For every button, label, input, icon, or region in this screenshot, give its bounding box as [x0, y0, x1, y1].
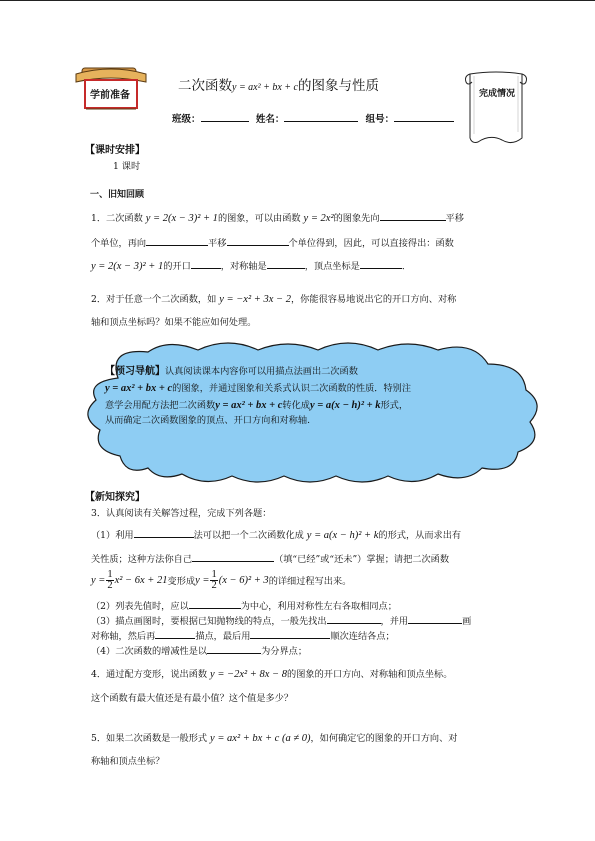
name-label: 姓名： — [255, 114, 285, 125]
guide-line4: 从而确定二次函数图象的顶点、开口方向和对称轴. — [105, 415, 311, 426]
q2-line2: 轴和顶点坐标吗？如果不能应如何处理。 — [91, 317, 257, 328]
q5-line1: 5．如果二次函数是一般形式 y = ax² + bx + c (a ≠ 0)，如何确定它的图象的开口方向、对 — [91, 733, 458, 744]
guide-line1: 【预习导航】认真阅读课本内容你可以用描点法画出二次函数 — [105, 366, 358, 377]
scroll-frame-icon — [462, 68, 530, 150]
p1-blank-mastery[interactable] — [192, 552, 274, 562]
title-prefix: 二次函数 — [178, 78, 232, 94]
q1-blank-vertex[interactable] — [360, 259, 402, 269]
p1-line1: （1）利用 法可以把一个二次函数化成 y = a(x − h)² + k的形式，从而求出有 — [91, 530, 462, 541]
q5-formula: y = ax² + bx + c (a ≠ 0) — [210, 733, 311, 744]
name-blank[interactable] — [284, 112, 358, 122]
p3-blank-draw[interactable] — [408, 614, 462, 624]
p1-line3: y = $\frac{1}{2}$ x² − 6x + 21 变形成 y = $\frac{1}{2}$ (x − 6)² + 3 的详细过程写出来。 — [91, 568, 352, 591]
q1-blank-direction-1[interactable] — [380, 211, 446, 221]
badge-label: 学前准备 — [90, 90, 130, 101]
info-row — [172, 111, 454, 125]
guide-heading: 【预习导航】 — [105, 366, 165, 377]
review-heading: 一、旧知回顾 — [90, 190, 145, 200]
p2-blank-center[interactable] — [189, 599, 241, 609]
status-box-label: 完成情况 — [479, 89, 516, 99]
fraction-half-1: $\frac{1}{2}$ — [107, 568, 113, 591]
guide-formula-3: y = a(x − h)² + k — [309, 400, 381, 411]
guide-line2: y = ax² + bx + c的图象，并通过图象和关系式认识二次函数的性质．特别注 — [105, 383, 412, 394]
q1-formula-3: y = 2(x − 3)² + 1 — [91, 261, 164, 272]
explore-heading: 【新知探究】 — [85, 492, 145, 503]
q5-line2: 称轴和顶点坐标？ — [91, 756, 165, 767]
group-label: 组号： — [365, 114, 395, 125]
p3-blank-plot[interactable] — [155, 629, 195, 639]
q1-formula-2: y = 2x² — [303, 213, 334, 224]
class-blank[interactable] — [201, 112, 249, 122]
title-suffix: 的图象与性质 — [298, 78, 379, 94]
q1-line1: 1．二次函数 y = 2(x − 3)² + 1的图象，可以由函数 y = 2x²的图象先向 平移 — [91, 213, 464, 224]
p1-blank-method[interactable] — [134, 528, 194, 538]
title-formula: y = ax² + bx + c — [232, 82, 298, 93]
q4-line1: 4．通过配方变形，说出函数 y = −2x² + 8x − 8的图象的开口方向、对称轴和顶点坐标。 — [91, 669, 453, 680]
q2-formula: y = −x² + 3x − 2 — [219, 294, 291, 305]
p3-blank-connect[interactable] — [250, 629, 330, 639]
p4-line: （4）二次函数的增减性是以 为分界点； — [91, 646, 308, 657]
q4-line2: 这个函数有最大值还是有最小值？这个值是多少？ — [91, 693, 294, 704]
p2-line: （2）列表先值时，应以 为中心，利用对称性左右各取相同点； — [91, 601, 397, 612]
q2-line1: 2．对于任意一个二次函数，如 y = −x² + 3x − 2，你能很容易地说出它的开口方向、对称 — [91, 294, 457, 305]
q1-formula-1: y = 2(x − 3)² + 1 — [145, 213, 218, 224]
q1-line3: y = 2(x − 3)² + 1的开口 ，对称轴是 ，顶点坐标是 ． — [91, 261, 412, 272]
guide-formula-2: y = ax² + bx + c — [215, 400, 283, 411]
schedule-heading: 【课时安排】 — [85, 145, 145, 156]
q4-formula: y = −2x² + 8x − 8 — [210, 669, 288, 680]
p1-line2: 关性质；这种方法你自己 （填“已经”或“还未”）掌握；请把二次函数 — [91, 554, 450, 565]
fraction-half-2: $\frac{1}{2}$ — [211, 568, 217, 591]
p3-line2: 对称轴，然后再 描点，最后用 顺次连结各点； — [91, 631, 395, 642]
q1-blank-opening[interactable] — [191, 259, 221, 269]
p3-blank-find[interactable] — [327, 614, 381, 624]
guide-line3: 意学会用配方法把二次函数y = ax² + bx + c转化成y = a(x − h)² + k形式， — [105, 400, 409, 411]
guide-formula-1: y = ax² + bx + c — [105, 383, 173, 394]
q3-line: 3．认真阅读有关解答过程，完成下列各题： — [91, 508, 272, 519]
q1-line2: 个单位，再向 平移 个单位得到，因此，可以直接得出：函数 — [91, 238, 454, 249]
q1-blank-axis[interactable] — [267, 259, 305, 269]
status-box — [462, 68, 530, 150]
p4-blank-boundary[interactable] — [207, 644, 261, 654]
top-rule — [0, 0, 595, 1]
q1-blank-units-1[interactable] — [146, 236, 208, 246]
q1-blank-direction-2[interactable] — [227, 236, 289, 246]
group-blank[interactable] — [394, 112, 454, 122]
badge-study-prep — [70, 62, 152, 114]
page-title — [178, 74, 379, 94]
class-label: 班级： — [172, 114, 201, 125]
p1-formula: y = a(x − h)² + k — [306, 530, 379, 541]
schedule-value: 1 课时 — [113, 161, 141, 172]
p3-line1: （3）描点画图时，要根据已知抛物线的特点，一般先找出 ，并用 画 — [91, 616, 472, 627]
